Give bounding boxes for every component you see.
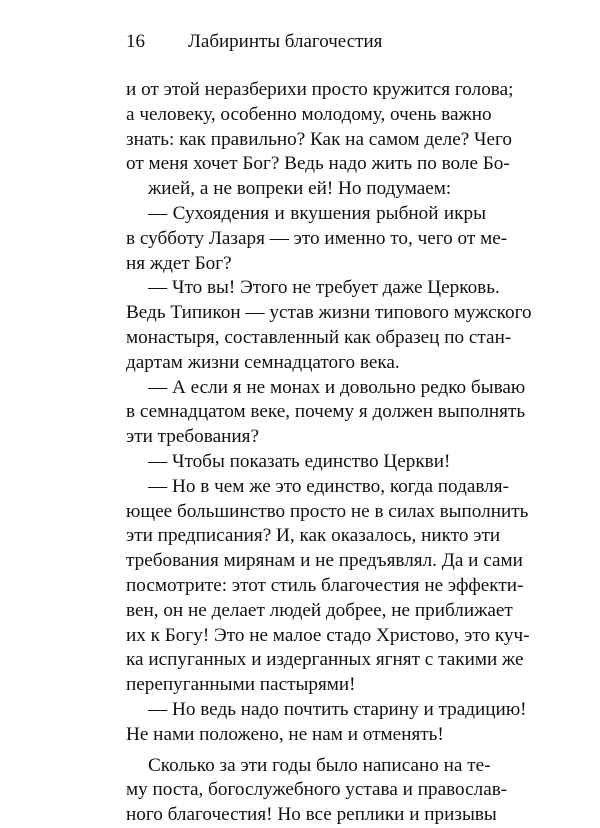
text-line: ка испуганных и издерганных ягнят с такими же: [126, 649, 524, 671]
text-line: дартам жизни семнадцатого века.: [126, 351, 400, 373]
text-line: — Сухоядения и вкушения рыбной икры: [148, 202, 486, 224]
text-line: — Но ведь надо почтить старину и традицию!: [148, 698, 527, 720]
text-line: требования мирянам и не предъявлял. Да и сами: [126, 550, 523, 572]
text-line: — Но в чем же это единство, когда подавля-: [148, 475, 509, 497]
text-line: монастыря, составленный как образец по стан-: [126, 326, 512, 348]
text-line: эти требования?: [126, 426, 259, 448]
text-line: ня ждет Бог?: [126, 252, 232, 274]
text-line: а человеку, особенно молодому, очень важно: [126, 103, 492, 125]
text-line: перепуганными пастырями!: [126, 674, 356, 696]
text-line: в субботу Лазаря — это именно то, чего от ме-: [126, 227, 508, 249]
text-line: в семнадцатом веке, почему я должен выполнять: [126, 401, 526, 423]
page-number: 16: [126, 31, 145, 52]
text-line: ного благочестия! Но все реплики и призывы: [126, 804, 497, 826]
text-line: посмотрите: этот стиль благочестия не эффекти-: [126, 574, 524, 596]
text-line: их к Богу! Это не малое стадо Христово, это куч-: [126, 624, 530, 646]
book-title: Лабиринты благочестия: [188, 31, 383, 52]
text-line: Не нами положено, не нам и отменять!: [126, 723, 444, 745]
running-head: [126, 30, 486, 54]
text-line: Сколько за эти годы было написано на те-: [148, 754, 491, 776]
text-line: Ведь Типикон — устав жизни типового мужского: [126, 302, 532, 324]
body-text: [126, 78, 532, 828]
text-line: — А если я не монах и довольно редко бываю: [148, 376, 526, 398]
text-line: от меня хочет Бог? Ведь надо жить по воле Бо-: [126, 153, 510, 175]
text-line: и от этой неразберихи просто кружится голова;: [126, 79, 514, 100]
text-line: эти предписания? И, как оказалось, никто эти: [126, 525, 501, 547]
text-line: ющее большинство просто не в силах выполнить: [126, 500, 529, 522]
text-line: му поста, богослужебного устава и православ-: [126, 779, 508, 801]
text-line: вен, он не делает людей добрее, не приближает: [126, 599, 513, 621]
text-line: — Что вы! Этого не требует даже Церковь.: [148, 277, 500, 299]
text-line: жией, а не вопреки ей! Но подумаем:: [148, 178, 452, 200]
text-line: знать: как правильно? Как на самом деле? Чего: [126, 128, 512, 150]
text-line: — Чтобы показать единство Церкви!: [148, 450, 451, 472]
